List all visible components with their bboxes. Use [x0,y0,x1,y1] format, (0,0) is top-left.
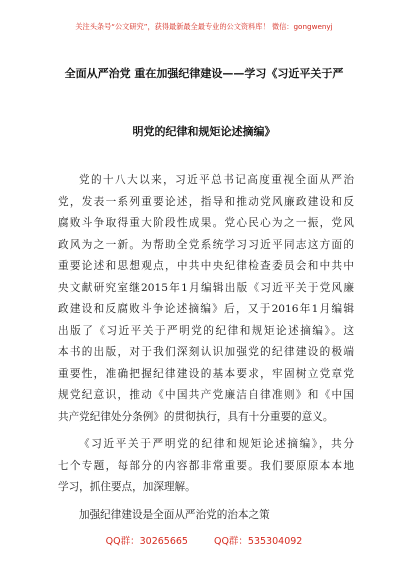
paragraph-2-line: 七个专题，每部分的内容都非常重要。我们要原原本本地 [58,459,354,472]
paragraph-3-line: 加强纪律建设是全面从严治党的治本之策 [79,508,270,521]
title-line-2: 明党的纪律和规矩论述摘编》 [132,125,276,138]
qq-group-1: QQ群：30265665 [105,536,188,547]
footer-qq-groups [0,533,408,547]
paragraph-1-line: 政建设和反腐败斗争论述摘编》后，又于2016年1月编辑 [58,303,354,315]
paragraph-1-line: 重要论述和思想观点，中共中央纪律检查委员会和中共中 [58,260,354,272]
body-text [58,170,354,526]
paragraph-2-line: 《习近平关于严明党的纪律和规矩论述摘编》，共分 [79,438,354,450]
paragraph-1-line: 重要性，准确把握纪律建设的基本要求，牢固树立党章党 [58,367,354,380]
title-line-1: 全面从严治党 重在加强纪律建设——学习《习近平关于严 [64,67,344,80]
paragraph-1-line: 党，发表一系列重要论述，指导和推动党风廉政建设和反 [58,195,354,208]
paragraph-1-line: 共产党纪律处分条例》的贯彻执行，具有十分重要的意义。 [58,410,334,423]
paragraph-2-line: 学习，抓住要点，加深理解。 [58,481,196,493]
paragraph-1-line: 腐败斗争取得重大阶段性成果。党心民心为之一振，党风 [58,217,354,229]
paragraph-1-line: 出版了《习近平关于严明党的纪律和规矩论述摘编》。这 [58,324,354,337]
paragraph-1-line: 党的十八大以来，习近平总书记高度重视全面从严治 [79,174,354,186]
paragraph-1-line: 规党纪意识，推动《中国共产党廉洁自律准则》和《中国 [58,389,354,401]
top-banner: 关注头条号“公文研究”，获得最新最全最专业的公文资料库！ 微信：gongwenyj [75,22,333,31]
paragraph-1-line: 本书的出版，对于我们深刻认识加强党的纪律建设的极端 [58,346,354,358]
qq-group-2: QQ群：535304092 [213,536,303,547]
paragraph-1-line: 政风为之一新。为帮助全党系统学习习近平同志这方面的 [58,238,354,251]
paragraph-1-line: 央文献研究室继2015年1月编辑出版《习近平关于党风廉 [58,281,354,294]
